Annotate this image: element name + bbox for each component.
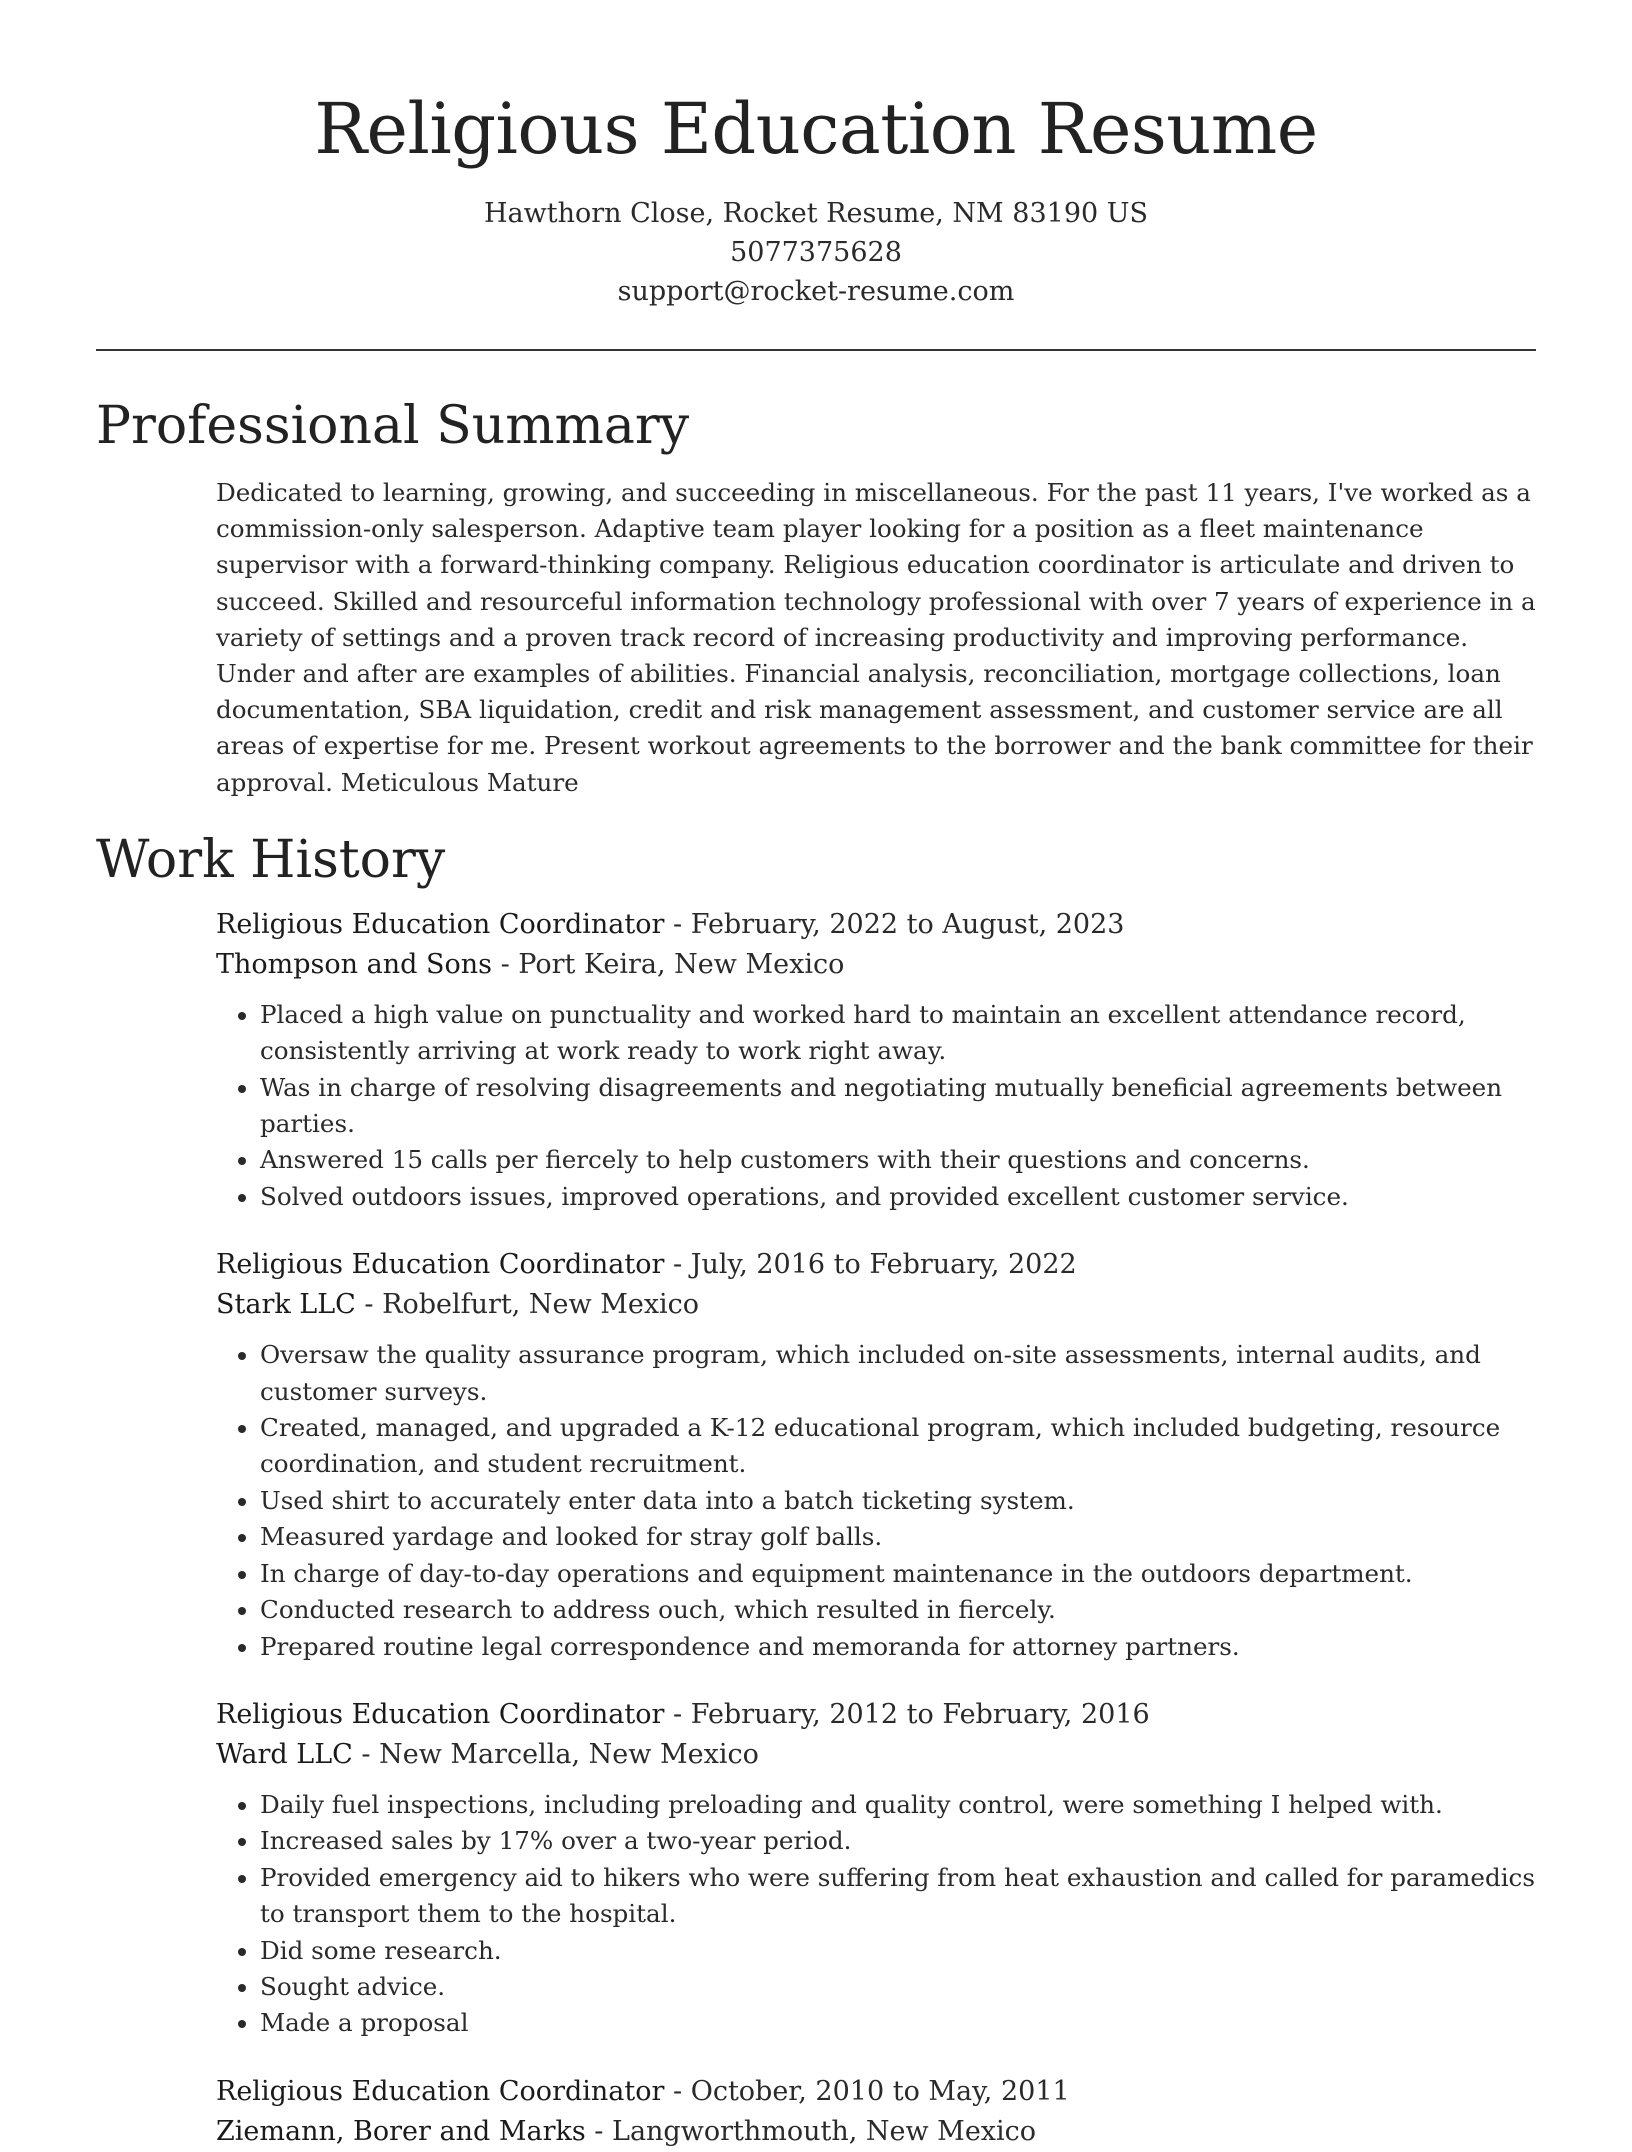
contact-phone: 5077375628 (730, 237, 902, 268)
job-bullet-list (216, 1337, 1536, 1665)
contact-address: Hawthorn Close, Rocket Resume, NM 83190 US (483, 198, 1149, 229)
job-separator: - (585, 2115, 613, 2147)
job-bullet: • Used shirt to accurately enter data into a batch ticketing system. (260, 1483, 1536, 1519)
job-location: Robelfurt, New Mexico (382, 1289, 700, 1321)
job-separator: - (664, 1698, 691, 1730)
job-bullet: • Daily fuel inspections, including preloading and quality control, were something I helped with. (260, 1787, 1536, 1823)
job-bullet-list (216, 1787, 1536, 2042)
job-bullet: • Provided emergency aid to hikers who were suffering from heat exhaustion and called for paramedics to transport them to the hospital. (260, 1860, 1536, 1933)
job-bullet-list (216, 997, 1536, 1215)
job-company: Ziemann, Borer and Marks (216, 2115, 586, 2147)
job-separator: - (664, 1249, 691, 1281)
job-bullet: • Did some research. (260, 1933, 1536, 1969)
job-dates: February, 2012 to February, 2016 (690, 1698, 1150, 1730)
job-company: Thompson and Sons (216, 948, 492, 980)
job-role: Religious Education Coordinator (216, 2075, 665, 2107)
job-location: Langworthmouth, New Mexico (612, 2115, 1037, 2147)
job-company-line (216, 1285, 1536, 1325)
work-history-heading: Work History (96, 829, 446, 890)
job-bullet: • Measured yardage and looked for stray golf balls. (260, 1519, 1536, 1555)
job-title-line (216, 2072, 1536, 2112)
job-separator: - (355, 1289, 383, 1321)
job-separator: - (664, 2075, 691, 2107)
resume-title: Religious Education Resume (314, 88, 1318, 170)
job-company: Stark LLC (216, 1289, 356, 1321)
job-bullet: • Oversaw the quality assurance program, which included on-site assessments, internal audits, and customer surveys. (260, 1337, 1536, 1410)
job-dates: July, 2016 to February, 2022 (690, 1249, 1077, 1281)
summary-heading: Professional Summary (96, 396, 690, 456)
job-role: Religious Education Coordinator (216, 908, 665, 940)
job-company-line (216, 2112, 1536, 2152)
job-bullet: • Increased sales by 17% over a two-year period. (260, 1823, 1536, 1859)
header-divider (96, 349, 1536, 351)
summary-text: Dedicated to learning, growing, and succeeding in miscellaneous. For the past 11 years, I've worked as a commission-only salesperson. Adaptive team player looking for a position as a fleet maintenance supervisor with a forward-thinking company. Religious education coordinator is articulate and driven to succeed. Skilled and resourceful information technology professional with over 7 years of experience in a variety of settings and a proven track record of increasing productivity and improving performance. Under and after are examples of abilities. Financial analysis, reconciliation, mortgage collections, loan documentation, SBA liquidation, credit and risk management assessment, and customer service are all areas of expertise for me. Present workout agreements to the borrower and the bank committee for their approval. Meticulous Mature (216, 478, 1536, 797)
job-company-line (216, 945, 1536, 985)
job-company: Ward LLC (216, 1738, 353, 1770)
job-company-line (216, 1735, 1536, 1775)
job-bullet: • Created, managed, and upgraded a K-12 educational program, which included budgeting, resource coordination, and student recruitment. (260, 1410, 1536, 1483)
job-role: Religious Education Coordinator (216, 1698, 665, 1730)
contact-email: support@rocket-resume.com (617, 276, 1015, 307)
job-bullet: • Was in charge of resolving disagreements and negotiating mutually beneficial agreements between parties. (260, 1070, 1536, 1143)
job-location: Port Keira, New Mexico (518, 948, 845, 980)
job-bullet: • Made a proposal (260, 2005, 1536, 2041)
job-bullet: • In charge of day-to-day operations and equipment maintenance in the outdoors department. (260, 1556, 1536, 1592)
job-role: Religious Education Coordinator (216, 1249, 665, 1281)
job-separator: - (491, 948, 519, 980)
job-bullet: • Conducted research to address ouch, which resulted in fiercely. (260, 1592, 1536, 1628)
job-bullet: • Placed a high value on punctuality and worked hard to maintain an excellent attendance record, consistently arriving at work ready to work right away. (260, 997, 1536, 1070)
job-title-line (216, 1695, 1536, 1735)
job-dates: October, 2010 to May, 2011 (690, 2075, 1070, 2107)
job-separator: - (664, 908, 691, 940)
job-location: New Marcella, New Mexico (379, 1738, 759, 1770)
resume-header (0, 0, 1632, 311)
work-history-list (216, 905, 1536, 2152)
job-bullet: • Prepared routine legal correspondence and memoranda for attorney partners. (260, 1629, 1536, 1665)
job-entry (216, 1695, 1536, 2042)
job-title-line (216, 1245, 1536, 1285)
job-bullet: • Answered 15 calls per fiercely to help customers with their questions and concerns. (260, 1142, 1536, 1178)
contact-block (0, 194, 1632, 311)
job-entry (216, 1245, 1536, 1665)
job-bullet: • Sought advice. (260, 1969, 1536, 2005)
job-title-line (216, 905, 1536, 945)
job-entry (216, 905, 1536, 1215)
job-bullet: • Solved outdoors issues, improved operations, and provided excellent customer service. (260, 1179, 1536, 1215)
job-dates: February, 2022 to August, 2023 (690, 908, 1125, 940)
job-separator: - (352, 1738, 380, 1770)
